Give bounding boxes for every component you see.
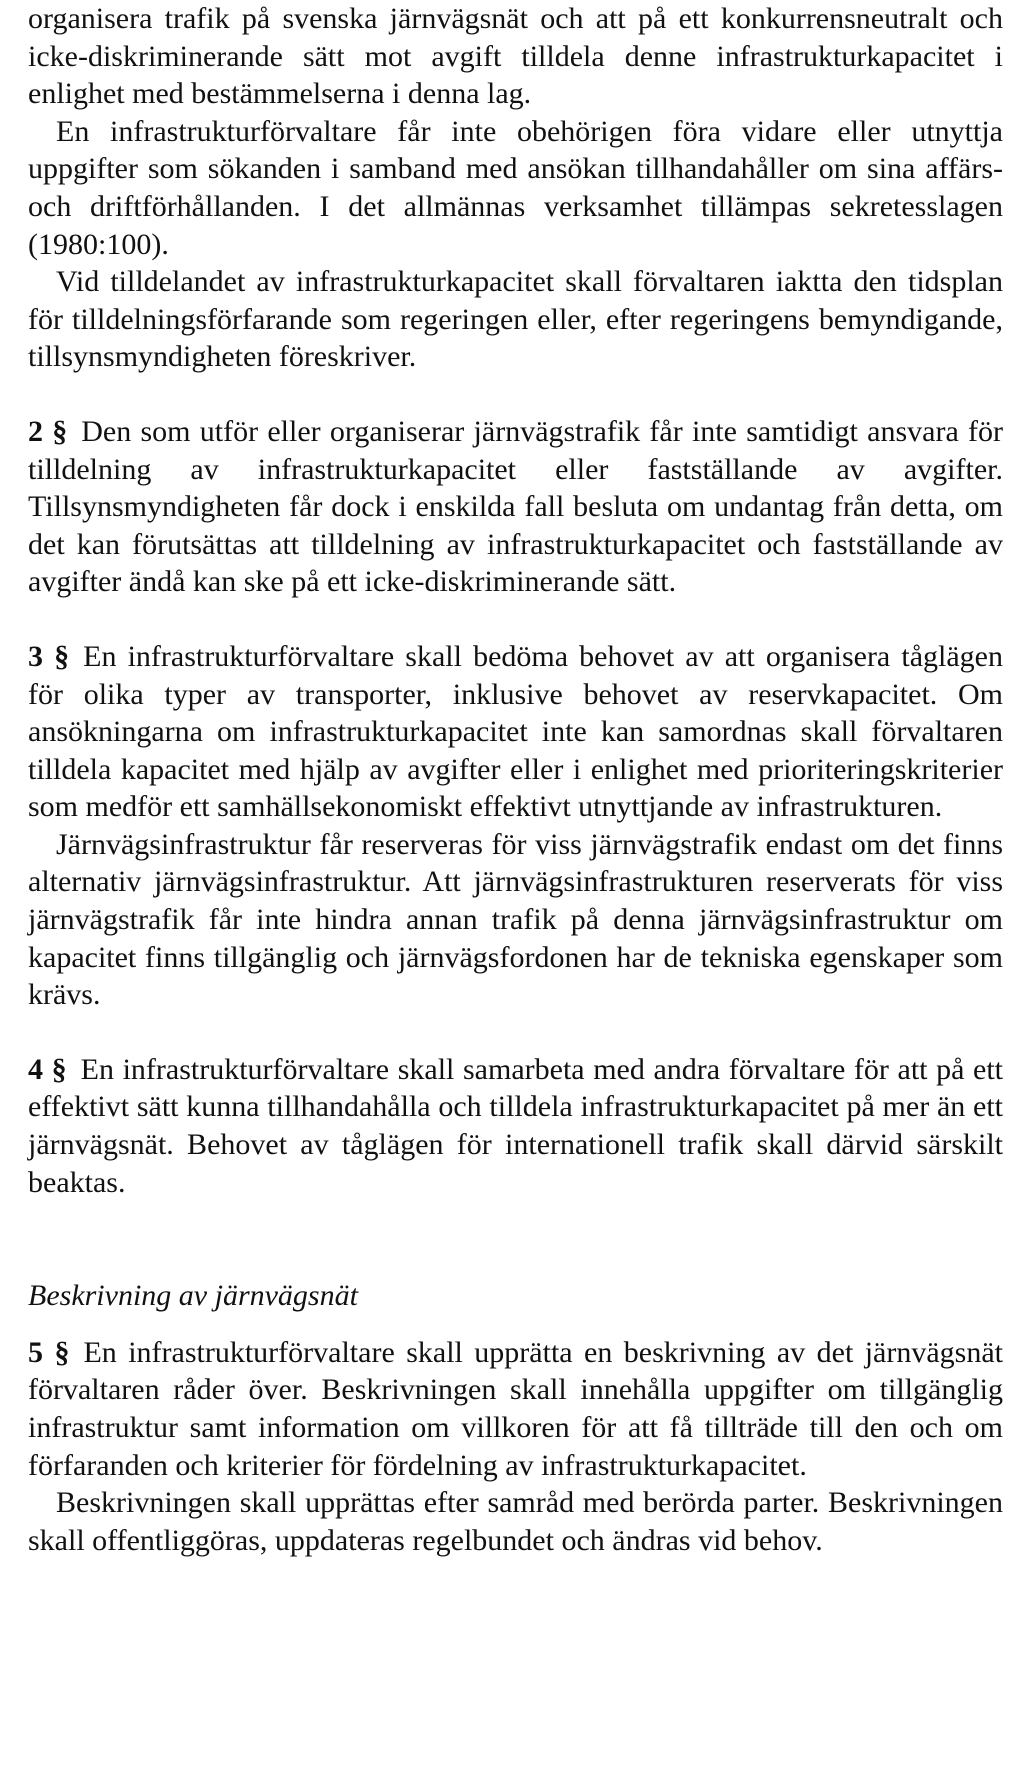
section-number: 4 — [28, 1052, 43, 1086]
section-spacer — [28, 1014, 1003, 1051]
section-3 — [28, 638, 1003, 1014]
section-5-paragraph-2: Beskrivningen skall upprättas efter samråd med berörda parter. Beskrivningen skall offentliggöras, uppdateras regelbundet och ändras vid behov. — [28, 1486, 1003, 1557]
section-spacer — [28, 601, 1003, 638]
section-text: En infrastrukturförvaltare skall bedöma behovet av att organisera tåglägen för olika typer av transporter, inklusive behovet av reservkapacitet. Om ansökningarna om infrastrukturkapacitet inte kan samordnas skall förvaltaren tilldela kapacitet med hjälp av avgifter eller i enlighet med prioriteringskriterier som medför ett samhällsekonomiskt effektivt utnyttjande av infrastrukturen. — [28, 639, 1003, 824]
intro-paragraph-2: En infrastrukturförvaltare får inte obehörigen föra vidare eller utnyttja uppgifter som sökanden i samband med ansökan tillhandahåller om sina affärs- och driftförhållanden. I det allmännas verksamhet tillämpas sekretesslagen (1980:100). — [28, 114, 1003, 261]
section-sign: § — [52, 414, 68, 448]
section-number: 2 — [28, 414, 43, 448]
section-4-paragraph-1 — [28, 1051, 1003, 1201]
section-number: 3 — [28, 639, 43, 673]
section-number: 5 — [28, 1335, 43, 1369]
section-text: Den som utför eller organiserar järnvägstrafik får inte samtidigt ansvara för tilldelning av infrastrukturkapacitet eller fastställande av avgifter. Tillsynsmyndigheten får dock i enskilda fall besluta om undantag från detta, om det kan förutsättas att tilldelning av infrastrukturkapacitet och fastställande av avgifter ändå kan ske på ett icke-diskriminerande sätt. — [28, 414, 1003, 599]
section-sign: § — [51, 1052, 67, 1086]
section-3-paragraph-2: Järnvägsinfrastruktur får reserveras för viss järnvägstrafik endast om det finns alternativ järnvägsinfrastruktur. Att järnvägsinfrastrukturen reserverats för viss järnvägstrafik får inte hindra annan trafik på denna järnvägsinfrastruktur om kapacitet finns tillgänglig och järnvägsfordonen har de tekniska egenskaper som krävs. — [28, 827, 1003, 1012]
section-2 — [28, 413, 1003, 601]
section-2-paragraph-1 — [28, 413, 1003, 601]
section-spacer — [28, 376, 1003, 413]
section-sign: § — [54, 1335, 70, 1369]
document-page — [28, 0, 1003, 1559]
heading-spacer — [28, 1201, 1003, 1277]
intro-paragraph-3: Vid tilldelandet av infrastrukturkapacitet skall förvaltaren iaktta den tidsplan för tilldelningsförfarande som regeringen eller, efter regeringens bemyndigande, tillsynsmyndigheten föreskriver. — [28, 265, 1003, 374]
section-text: En infrastrukturförvaltare skall upprätta en beskrivning av det järnvägsnät förvaltaren råder över. Beskrivningen skall innehålla uppgifter om tillgänglig infrastruktur samt information om villkoren för att få tillträde till den och om förfaranden och kriterier för fördelning av infrastrukturkapacitet. — [28, 1335, 1003, 1482]
intro-paragraph-1: organisera trafik på svenska järnvägsnät och att på ett konkurrensneutralt och icke-diskriminerande sätt mot avgift tilldela denne infrastrukturkapacitet i enlighet med bestämmelserna i denna lag. — [28, 2, 1003, 111]
subheading-spacer — [28, 1315, 1003, 1334]
section-5-paragraph-1 — [28, 1334, 1003, 1484]
section-4 — [28, 1051, 1003, 1201]
subheading: Beskrivning av järnvägsnät — [28, 1279, 358, 1313]
section-5 — [28, 1334, 1003, 1560]
section-text: En infrastrukturförvaltare skall samarbeta med andra förvaltare för att på ett effektivt sätt kunna tillhandahålla och tilldela infrastrukturkapacitet på mer än ett järnvägsnät. Behovet av tåglägen för internationell trafik skall därvid särskilt beaktas. — [28, 1052, 1004, 1199]
section-sign: § — [54, 639, 70, 673]
section-3-paragraph-1 — [28, 638, 1003, 826]
